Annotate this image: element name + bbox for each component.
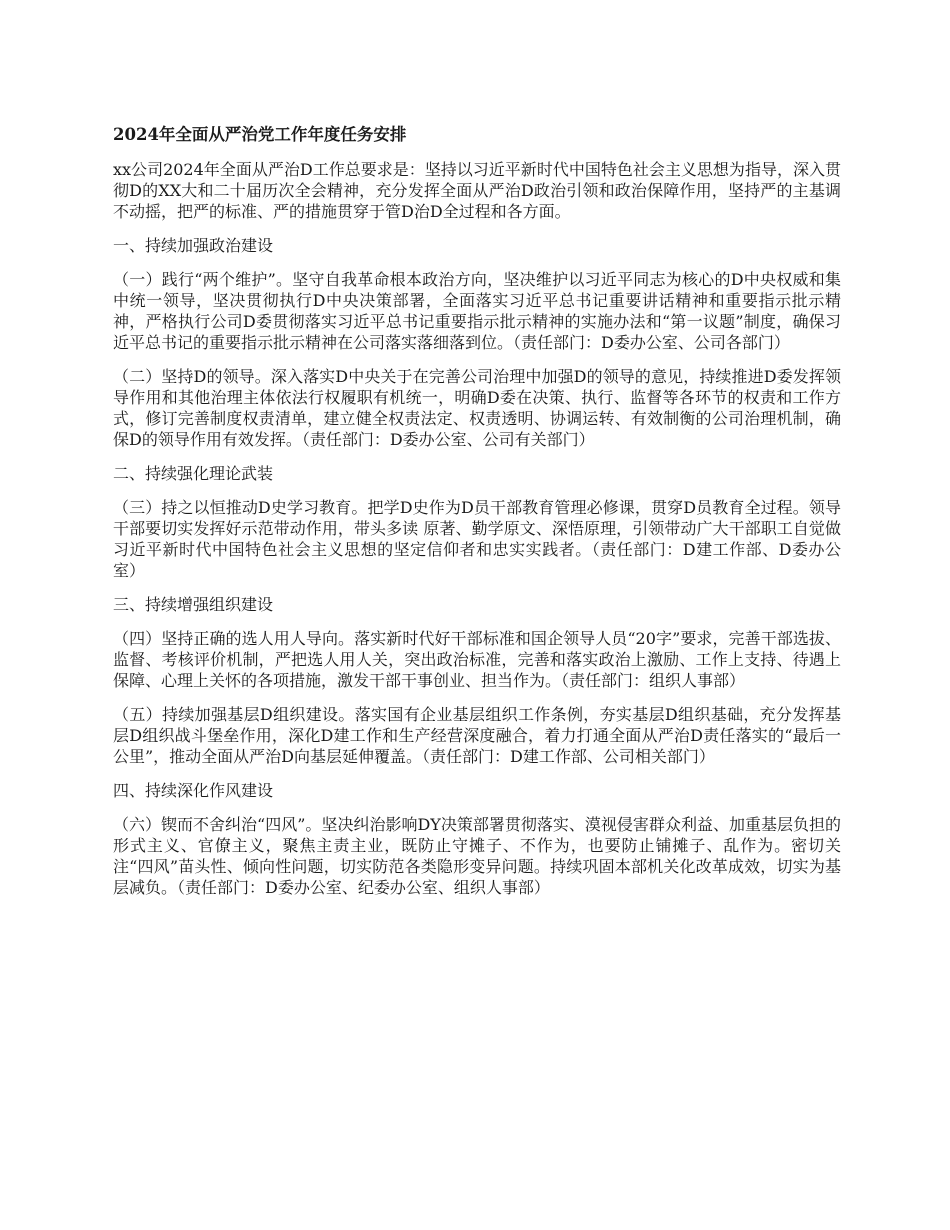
section-heading-2: 二、持续强化理论武装 <box>113 464 274 483</box>
paragraph-item-4: （四）坚持正确的选人用人导向。落实新时代好干部标准和国企领导人员“20字”要求，完善干部选拔、监督、考核评价机制，严把选人用人关，突出政治标准，完善和落实政治上激励、工作上支持、待遇上保障、心理上关怀的各项措施，激发干部干事创业、担当作为。（责任部门：组织人事部） <box>113 629 841 690</box>
paragraph-item-2: （二）坚持D的领导。深入落实D中央关于在完善公司治理中加强D的领导的意见，持续推进D委发挥领导作用和其他治理主体依法行权履职有机统一，明确D委在决策、执行、监督等各环节的权责和工作方式，修订完善制度权责清单，建立健全权责法定、权责透明、协调运转、有效制衡的公司治理机制，确保D的领导作用有效发挥。（责任部门：D委办公室、公司有关部门） <box>113 367 841 449</box>
paragraph-item-6: （六）锲而不舍纠治“四风”。坚决纠治影响DY决策部署贯彻落实、漠视侵害群众利益、加重基层负担的形式主义、官僚主义，聚焦主责主业，既防止守摊子、不作为，也要防止铺摊子、乱作为。密切关注“四风”苗头性、倾向性问题，切实防范各类隐形变异问题。持续巩固本部机关化改革成效，切实为基层减负。（责任部门：D委办公室、纪委办公室、组织人事部） <box>113 815 841 897</box>
document-page <box>113 124 841 911</box>
paragraph-item-1: （一）践行“两个维护”。坚守自我革命根本政治方向，坚决维护以习近平同志为核心的D中央权威和集中统一领导，坚决贯彻执行D中央决策部署，全面落实习近平总书记重要讲话精神和重要指示批示精神，严格执行公司D委贯彻落实习近平总书记重要指示批示精神的实施办法和“第一议题”制度，确保习近平总书记的重要指示批示精神在公司落实落细落到位。（责任部门：D委办公室、公司各部门） <box>113 270 841 352</box>
intro-paragraph: xx公司2024年全面从严治D工作总要求是：坚持以习近平新时代中国特色社会主义思想为指导，深入贯彻D的XX大和二十届历次全会精神，充分发挥全面从严治D政治引领和政治保障作用，坚持严的主基调不动摇，把严的标准、严的措施贯穿于管D治D全过程和各方面。 <box>113 160 841 221</box>
document-title: 2024年全面从严治党工作年度任务安排 <box>113 125 407 144</box>
section-heading-4: 四、持续深化作风建设 <box>113 781 274 800</box>
section-heading-1: 一、持续加强政治建设 <box>113 236 274 255</box>
paragraph-item-3: （三）持之以恒推动D史学习教育。把学D史作为D员干部教育管理必修课，贯穿D员教育全过程。领导干部要切实发挥好示范带动作用，带头多读 原著、勤学原文、深悟原理，引领带动广大干部职工自觉做习近平新时代中国特色社会主义思想的坚定信仰者和忠实实践者。（责任部门：D建工作部、D委办公室） <box>113 498 841 580</box>
section-heading-3: 三、持续增强组织建设 <box>113 595 274 614</box>
paragraph-item-5: （五）持续加强基层D组织建设。落实国有企业基层组织工作条例，夯实基层D组织基础，充分发挥基层D组织战斗堡垒作用，深化D建工作和生产经营深度融合，着力打通全面从严治D责任落实的“最后一公里”，推动全面从严治D向基层延伸覆盖。（责任部门：D建工作部、公司相关部门） <box>113 705 841 766</box>
